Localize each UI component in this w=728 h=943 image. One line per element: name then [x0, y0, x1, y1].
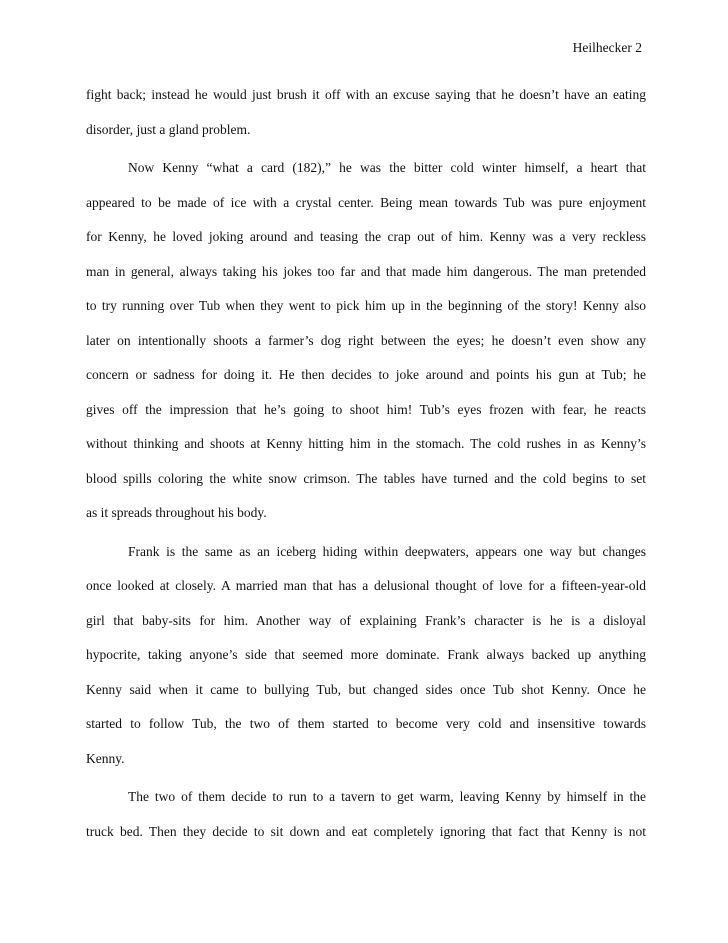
- text-line: Now Kenny “what a card (182),” he was the bitter cold winter himself, a heart that: [128, 160, 646, 175]
- text-line: without thinking and shoots at Kenny hitting him in the stomach. The cold rushes in as Kenny’s: [86, 436, 646, 451]
- text-line: appeared to be made of ice with a crystal center. Being mean towards Tub was pure enjoyment: [86, 194, 646, 210]
- text-line: man in general, always taking his jokes too far and that made him dangerous. The man pretended: [86, 263, 646, 279]
- text-line: for Kenny, he loved joking around and teasing the crap out of him. Kenny was a very reckless: [86, 229, 646, 244]
- text-line: Kenny said when it came to bullying Tub, but changed sides once Tub shot Kenny. Once he: [86, 681, 646, 697]
- text-line: later on intentionally shoots a farmer’s dog right between the eyes; he doesn’t even show any: [86, 332, 646, 348]
- paragraph: [86, 87, 646, 156]
- essay-body: [86, 87, 646, 858]
- paragraph: [86, 160, 646, 540]
- text-line: started to follow Tub, the two of them started to become very cold and insensitive towards: [86, 716, 646, 731]
- text-line: The two of them decide to run to a tavern to get warm, leaving Kenny by himself in the: [128, 789, 646, 804]
- text-line: once looked at closely. A married man that has a delusional thought of love for a fifteen-year-old: [86, 578, 646, 593]
- paragraph: [86, 544, 646, 786]
- text-line: blood spills coloring the white snow crimson. The tables have turned and the cold begins to set: [86, 470, 646, 486]
- text-line: gives off the impression that he’s going to shoot him! Tub’s eyes frozen with fear, he reacts: [86, 401, 646, 417]
- text-line: girl that baby-sits for him. Another way of explaining Frank’s character is he is a disloyal: [86, 612, 646, 628]
- text-line: fight back; instead he would just brush it off with an excuse saying that he doesn’t have an eating: [86, 87, 646, 102]
- text-line: Kenny.: [86, 750, 125, 766]
- text-line: truck bed. Then they decide to sit down and eat completely ignoring that fact that Kenny is not: [86, 823, 646, 839]
- running-head: Heilhecker 2: [572, 40, 642, 55]
- text-line: concern or sadness for doing it. He then decides to joke around and points his gun at Tub; he: [86, 367, 646, 382]
- text-line: Frank is the same as an iceberg hiding within deepwaters, appears one way but changes: [128, 543, 646, 559]
- text-line: disorder, just a gland problem.: [86, 121, 251, 137]
- text-line: as it spreads throughout his body.: [86, 505, 267, 520]
- paragraph: [86, 789, 646, 858]
- text-line: to try running over Tub when they went to pick him up in the beginning of the story! Kenny also: [86, 298, 646, 313]
- text-line: hypocrite, taking anyone’s side that seemed more dominate. Frank always backed up anything: [86, 647, 646, 662]
